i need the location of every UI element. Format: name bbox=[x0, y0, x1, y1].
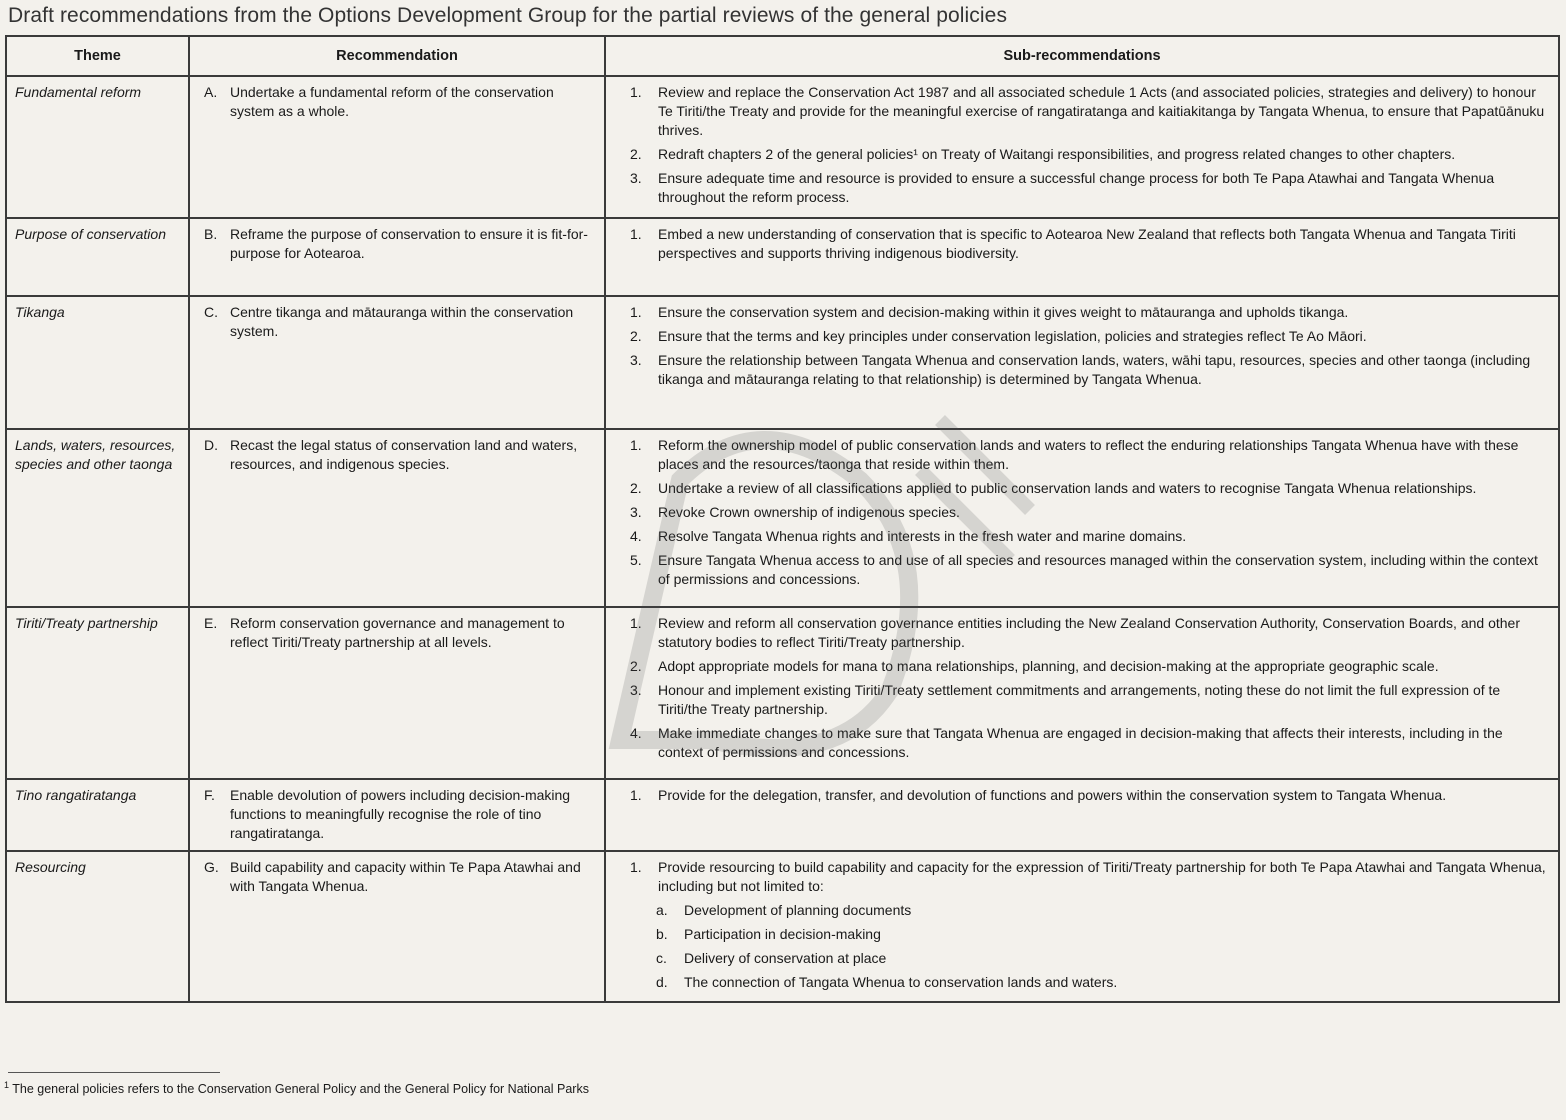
rec-letter: A. bbox=[204, 84, 218, 100]
list-item bbox=[630, 973, 1550, 992]
item-text: Reform the ownership model of public conservation lands and waters to reflect the enduring relationships Tangata Whenua have with these places and the resources/taonga that reside within them. bbox=[658, 437, 1519, 472]
recommendation-cell bbox=[189, 296, 605, 429]
item-letter: c. bbox=[656, 950, 667, 966]
header-recommendation: Recommendation bbox=[189, 36, 605, 76]
rec-letter: F. bbox=[204, 787, 215, 803]
item-number: 1. bbox=[630, 304, 642, 320]
list-item bbox=[630, 303, 1550, 322]
list-item bbox=[630, 925, 1550, 944]
list-item bbox=[630, 724, 1550, 762]
item-text: Redraft chapters 2 of the general policies¹ on Treaty of Waitangi responsibilities, and progress related changes to other chapters. bbox=[658, 146, 1456, 162]
table-row bbox=[6, 779, 1559, 851]
item-number: 4. bbox=[630, 528, 642, 544]
item-number: 1. bbox=[630, 787, 642, 803]
list-item bbox=[630, 614, 1550, 652]
list-item bbox=[630, 169, 1550, 207]
list-item bbox=[630, 436, 1550, 474]
header-sub-recommendations: Sub-recommendations bbox=[605, 36, 1559, 76]
rec-text: Centre tikanga and mātauranga within the conservation system. bbox=[230, 304, 574, 339]
item-text: Participation in decision-making bbox=[684, 926, 881, 942]
theme-cell: Tino rangatiratanga bbox=[6, 779, 189, 851]
item-number: 4. bbox=[630, 725, 642, 741]
table-row bbox=[6, 851, 1559, 1002]
theme-cell: Tiriti/Treaty partnership bbox=[6, 607, 189, 779]
item-number: 2. bbox=[630, 146, 642, 162]
item-number: 3. bbox=[630, 504, 642, 520]
page-title: Draft recommendations from the Options Development Group for the partial reviews of the general policies bbox=[8, 4, 1008, 27]
item-number: 2. bbox=[630, 328, 642, 344]
table-row bbox=[6, 76, 1559, 218]
item-text: Review and replace the Conservation Act 1987 and all associated schedule 1 Acts (and associated policies, strategies and delivery) to honour Te Tiriti/the Treaty and provide for the meaningful exercise of rangatiratanga and kaitiakitanga by Tangata Whenua, to ensure that Papatūānuku thrives. bbox=[658, 84, 1545, 138]
list-item bbox=[630, 858, 1550, 896]
item-text: Ensure the relationship between Tangata Whenua and conservation lands, waters, wāhi tapu, resources, species and other taonga (including tikanga and mātauranga relating to that relationship) is determined by Tangata Whenua. bbox=[658, 352, 1531, 387]
sub-recommendations-cell bbox=[605, 296, 1559, 429]
footnote-marker: 1 bbox=[4, 1079, 10, 1090]
sub-recommendations-cell bbox=[605, 851, 1559, 1002]
item-number: 1. bbox=[630, 437, 642, 453]
item-number: 1. bbox=[630, 84, 642, 100]
item-text: Provide resourcing to build capability and capacity for the expression of Tiriti/Treaty partnership for both Te Papa Atawhai and Tangata Whenua, including but not limited to: bbox=[658, 859, 1546, 894]
list-item bbox=[630, 145, 1550, 164]
item-number: 2. bbox=[630, 480, 642, 496]
rec-text: Build capability and capacity within Te Papa Atawhai and with Tangata Whenua. bbox=[230, 859, 581, 894]
sub-recommendations-cell bbox=[605, 218, 1559, 296]
rec-letter: C. bbox=[204, 304, 218, 320]
item-text: Ensure the conservation system and decision-making within it gives weight to mātauranga and upholds tikanga. bbox=[658, 304, 1349, 320]
table-header-row bbox=[6, 36, 1559, 76]
item-number: 1. bbox=[630, 226, 642, 242]
list-item bbox=[630, 327, 1550, 346]
sub-recommendations-cell bbox=[605, 429, 1559, 607]
item-text: Honour and implement existing Tiriti/Treaty settlement commitments and arrangements, noting these do not limit the full expression of te Tiriti/the Treaty partnership. bbox=[658, 682, 1501, 717]
header-theme: Theme bbox=[6, 36, 189, 76]
rec-letter: E. bbox=[204, 615, 218, 631]
item-number: 3. bbox=[630, 170, 642, 186]
item-text: The connection of Tangata Whenua to conservation lands and waters. bbox=[684, 974, 1118, 990]
item-text: Review and reform all conservation governance entities including the New Zealand Conservation Authority, Conservation Boards, and other statutory bodies to reflect Tiriti/Treaty partnership. bbox=[658, 615, 1520, 650]
table-row bbox=[6, 607, 1559, 779]
recommendation-cell bbox=[189, 851, 605, 1002]
rec-letter: B. bbox=[204, 226, 218, 242]
item-text: Embed a new understanding of conservation that is specific to Aotearoa New Zealand that reflects both Tangata Whenua and Tangata Tiriti perspectives and supports thriving indigenous biodiversity. bbox=[658, 226, 1516, 261]
rec-letter: G. bbox=[204, 859, 219, 875]
item-number: 5. bbox=[630, 552, 642, 568]
item-text: Provide for the delegation, transfer, and devolution of functions and powers within the conservation system to Tangata Whenua. bbox=[658, 787, 1447, 803]
item-number: 1. bbox=[630, 615, 642, 631]
recommendation-cell bbox=[189, 607, 605, 779]
recommendation-cell bbox=[189, 779, 605, 851]
item-text: Adopt appropriate models for mana to mana relationships, planning, and decision-making at the appropriate geographic scale. bbox=[658, 658, 1439, 674]
sub-recommendations-cell bbox=[605, 779, 1559, 851]
list-item bbox=[630, 225, 1550, 263]
rec-letter: D. bbox=[204, 437, 218, 453]
footnote-divider bbox=[8, 1072, 220, 1073]
rec-text: Undertake a fundamental reform of the conservation system as a whole. bbox=[230, 84, 554, 119]
list-item bbox=[630, 479, 1550, 498]
item-text: Make immediate changes to make sure that Tangata Whenua are engaged in decision-making that affects their interests, including in the context of permissions and concessions. bbox=[658, 725, 1503, 760]
recommendation-cell bbox=[189, 218, 605, 296]
theme-cell: Tikanga bbox=[6, 296, 189, 429]
item-text: Resolve Tangata Whenua rights and interests in the fresh water and marine domains. bbox=[658, 528, 1187, 544]
footnote-text: The general policies refers to the Conservation General Policy and the General Policy for National Parks bbox=[12, 1082, 589, 1096]
item-text: Revoke Crown ownership of indigenous species. bbox=[658, 504, 960, 520]
theme-cell: Resourcing bbox=[6, 851, 189, 1002]
list-item bbox=[630, 901, 1550, 920]
list-item bbox=[630, 83, 1550, 140]
table-row bbox=[6, 218, 1559, 296]
item-letter: a. bbox=[656, 902, 668, 918]
table-row bbox=[6, 296, 1559, 429]
list-item bbox=[630, 551, 1550, 589]
rec-text: Enable devolution of powers including decision-making functions to meaningfully recognise the role of tino rangatiratanga. bbox=[230, 787, 571, 841]
item-text: Undertake a review of all classifications applied to public conservation lands and waters to recognise Tangata Whenua relationships. bbox=[658, 480, 1477, 496]
theme-cell: Fundamental reform bbox=[6, 76, 189, 218]
sub-recommendations-cell bbox=[605, 607, 1559, 779]
item-text: Ensure adequate time and resource is provided to ensure a successful change process for both Te Papa Atawhai and Tangata Whenua throughout the reform process. bbox=[658, 170, 1495, 205]
rec-text: Reframe the purpose of conservation to ensure it is fit-for-purpose for Aotearoa. bbox=[230, 226, 588, 261]
sub-recommendations-cell bbox=[605, 76, 1559, 218]
theme-cell: Lands, waters, resources, species and other taonga bbox=[6, 429, 189, 607]
item-letter: b. bbox=[656, 926, 668, 942]
theme-cell: Purpose of conservation bbox=[6, 218, 189, 296]
rec-text: Recast the legal status of conservation land and waters, resources, and indigenous species. bbox=[230, 437, 578, 472]
item-text: Ensure Tangata Whenua access to and use of all species and resources managed within the conservation system, including within the context of permissions and concessions. bbox=[658, 552, 1538, 587]
list-item bbox=[630, 351, 1550, 389]
footnote bbox=[4, 1079, 589, 1096]
list-item bbox=[630, 681, 1550, 719]
recommendation-cell bbox=[189, 76, 605, 218]
item-text: Development of planning documents bbox=[684, 902, 912, 918]
list-item bbox=[630, 657, 1550, 676]
list-item bbox=[630, 786, 1550, 805]
recommendations-table bbox=[5, 35, 1560, 1003]
list-item bbox=[630, 527, 1550, 546]
table-row bbox=[6, 429, 1559, 607]
list-item bbox=[630, 503, 1550, 522]
item-text: Delivery of conservation at place bbox=[684, 950, 887, 966]
list-item bbox=[630, 949, 1550, 968]
item-number: 3. bbox=[630, 682, 642, 698]
item-letter: d. bbox=[656, 974, 668, 990]
item-text: Ensure that the terms and key principles under conservation legislation, policies and strategies reflect Te Ao Māori. bbox=[658, 328, 1367, 344]
rec-text: Reform conservation governance and management to reflect Tiriti/Treaty partnership at all levels. bbox=[230, 615, 565, 650]
recommendation-cell bbox=[189, 429, 605, 607]
item-number: 2. bbox=[630, 658, 642, 674]
item-number: 3. bbox=[630, 352, 642, 368]
item-number: 1. bbox=[630, 859, 642, 875]
